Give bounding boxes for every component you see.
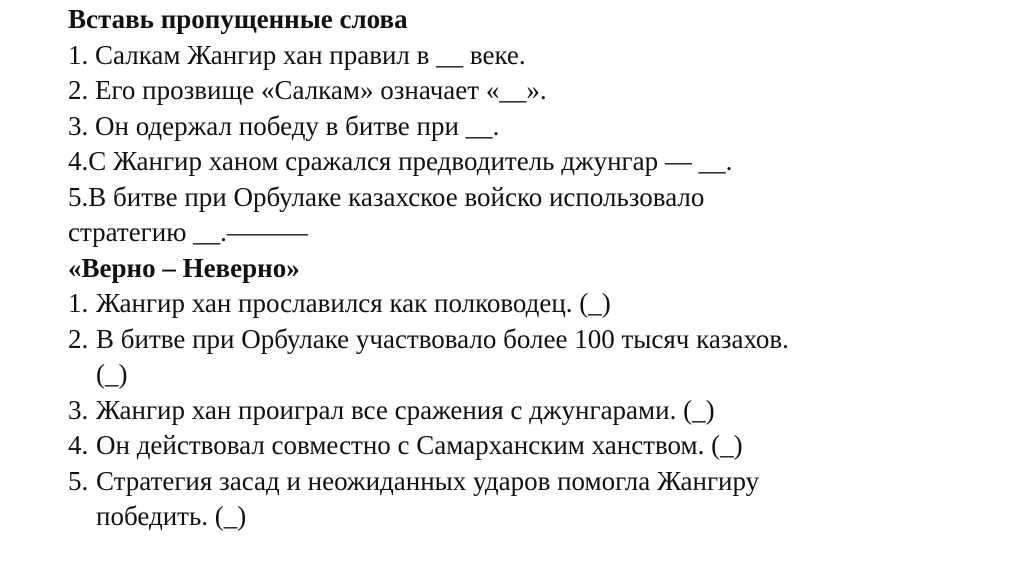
fill-in-line-5: 5.В битве при Орбулаке казахское войско использовало [68, 181, 705, 212]
section-fill-in-title: Вставь пропущенные слова [68, 4, 408, 34]
item-2-continuation: (_) [96, 359, 128, 389]
item-text: Он действовал совместно с Самарханским ханством. (_) [96, 430, 743, 460]
item-number: 4. [68, 430, 89, 460]
worksheet [68, 2, 998, 535]
fill-in-line-4: 4.С Жангир ханом сражался предводитель джунгар — __. [68, 146, 733, 176]
item-number: 5. [68, 465, 89, 496]
true-false-item-3 [68, 393, 998, 429]
true-false-item-5 [68, 464, 998, 500]
item-number: 3. [68, 394, 89, 425]
item-text: Жангир хан прославился как полководец. (_) [96, 288, 611, 318]
item-5-continuation: победить. (_) [96, 501, 247, 531]
fill-in-line-3: 3. Он одержал победу в битве при __. [68, 110, 500, 141]
section-true-false-title: «Верно – Неверно» [68, 252, 300, 283]
item-text: Жангир хан проиграл все сражения с джунгарами. (_) [96, 394, 715, 425]
fill-in-line-2: 2. Его прозвище «Салкам» означает «__». [68, 75, 547, 105]
item-text: В битве при Орбулаке участвовало более 100 тысяч казахов. [96, 323, 789, 354]
item-number: 1. [68, 288, 89, 318]
item-text: Стратегия засад и неожиданных ударов помогла Жангиру [96, 465, 760, 496]
true-false-item-4 [68, 428, 998, 464]
true-false-item-2 [68, 322, 998, 358]
fill-in-line-1: 1. Салкам Жангир хан правил в __ веке. [68, 39, 526, 70]
item-number: 2. [68, 323, 89, 354]
true-false-item-1 [68, 286, 998, 322]
fill-in-line-5-continuation: стратегию __.——— [68, 217, 308, 247]
